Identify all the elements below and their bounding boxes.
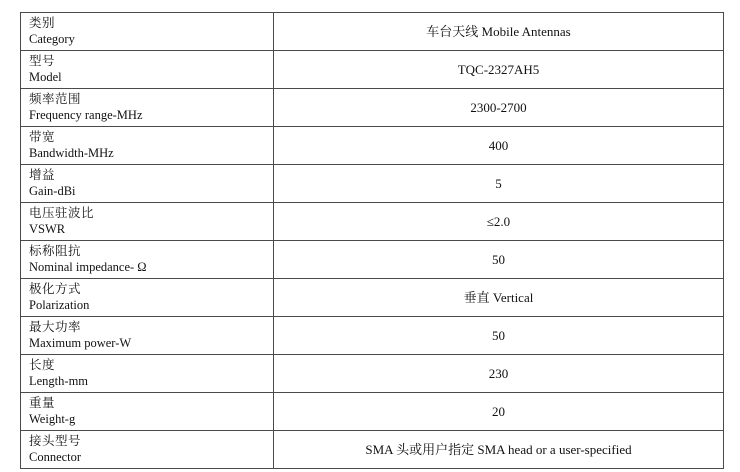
row-label-en: Bandwidth-MHz [29, 145, 114, 160]
table-row [21, 203, 724, 241]
row-label-zh: 类别 [29, 16, 56, 30]
row-value-cell [274, 89, 724, 127]
row-value-cell [274, 13, 724, 51]
row-value-cell [274, 203, 724, 241]
row-label-zh: 最大功率 [29, 320, 82, 334]
table-row [21, 13, 724, 51]
row-value: ≤2.0 [486, 213, 511, 229]
row-value-cell [274, 51, 724, 89]
row-value: 2300-2700 [470, 99, 527, 115]
row-value-cell [274, 393, 724, 431]
row-value-cell [274, 165, 724, 203]
row-label-en: Gain-dBi [29, 183, 76, 198]
row-value: 230 [488, 365, 509, 381]
row-value: 20 [492, 403, 505, 419]
row-label-en: Weight-g [29, 411, 76, 426]
row-label-en: Length-mm [29, 373, 89, 388]
row-value-cell [274, 317, 724, 355]
spec-table [20, 12, 724, 469]
row-label-en: Maximum power-W [29, 335, 132, 350]
table-row [21, 355, 724, 393]
row-label-cell [21, 13, 274, 51]
row-label-zh: 带宽 [29, 130, 56, 144]
row-label-zh: 极化方式 [29, 282, 82, 296]
row-label-cell [21, 203, 274, 241]
table-row [21, 317, 724, 355]
row-value: TQC-2327AH5 [457, 61, 540, 77]
row-label-zh: 型号 [29, 54, 56, 68]
row-value: 400 [488, 137, 509, 153]
row-value: 5 [495, 175, 502, 191]
row-label-zh: 标称阻抗 [29, 244, 82, 258]
table-row [21, 279, 724, 317]
row-label-en: Category [29, 31, 75, 46]
row-label-en: Connector [29, 449, 82, 464]
row-value: 车台天线 Mobile Antennas [426, 23, 571, 39]
row-label-cell [21, 355, 274, 393]
row-label-zh: 电压驻波比 [29, 206, 95, 220]
row-value: 垂直 Vertical [463, 289, 534, 305]
row-label-cell [21, 317, 274, 355]
table-row [21, 241, 724, 279]
row-value: SMA 头或用户指定 SMA head or a user-specified [365, 441, 632, 457]
row-label-zh: 长度 [29, 358, 56, 372]
row-label-zh: 增益 [29, 168, 56, 182]
row-label-cell [21, 51, 274, 89]
row-label-cell [21, 393, 274, 431]
row-value: 50 [492, 327, 505, 343]
table-row [21, 431, 724, 469]
row-label-en: VSWR [29, 221, 66, 236]
row-label-cell [21, 431, 274, 469]
row-label-cell [21, 127, 274, 165]
table-row [21, 89, 724, 127]
row-label-en: Nominal impedance- Ω [29, 259, 147, 274]
row-value-cell [274, 355, 724, 393]
row-value-cell [274, 431, 724, 469]
row-label-zh: 接头型号 [29, 434, 82, 448]
row-label-en: Frequency range-MHz [29, 107, 143, 122]
row-label-en: Model [29, 69, 62, 84]
row-value-cell [274, 127, 724, 165]
row-label-cell [21, 241, 274, 279]
row-label-zh: 频率范围 [29, 92, 82, 106]
table-row [21, 165, 724, 203]
table-row [21, 393, 724, 431]
spec-table-body [21, 13, 724, 469]
row-label-zh: 重量 [29, 396, 56, 410]
row-label-cell [21, 279, 274, 317]
row-label-cell [21, 89, 274, 127]
row-label-cell [21, 165, 274, 203]
table-row [21, 51, 724, 89]
row-value: 50 [492, 251, 505, 267]
row-value-cell [274, 279, 724, 317]
row-value-cell [274, 241, 724, 279]
row-label-en: Polarization [29, 297, 90, 312]
table-row [21, 127, 724, 165]
